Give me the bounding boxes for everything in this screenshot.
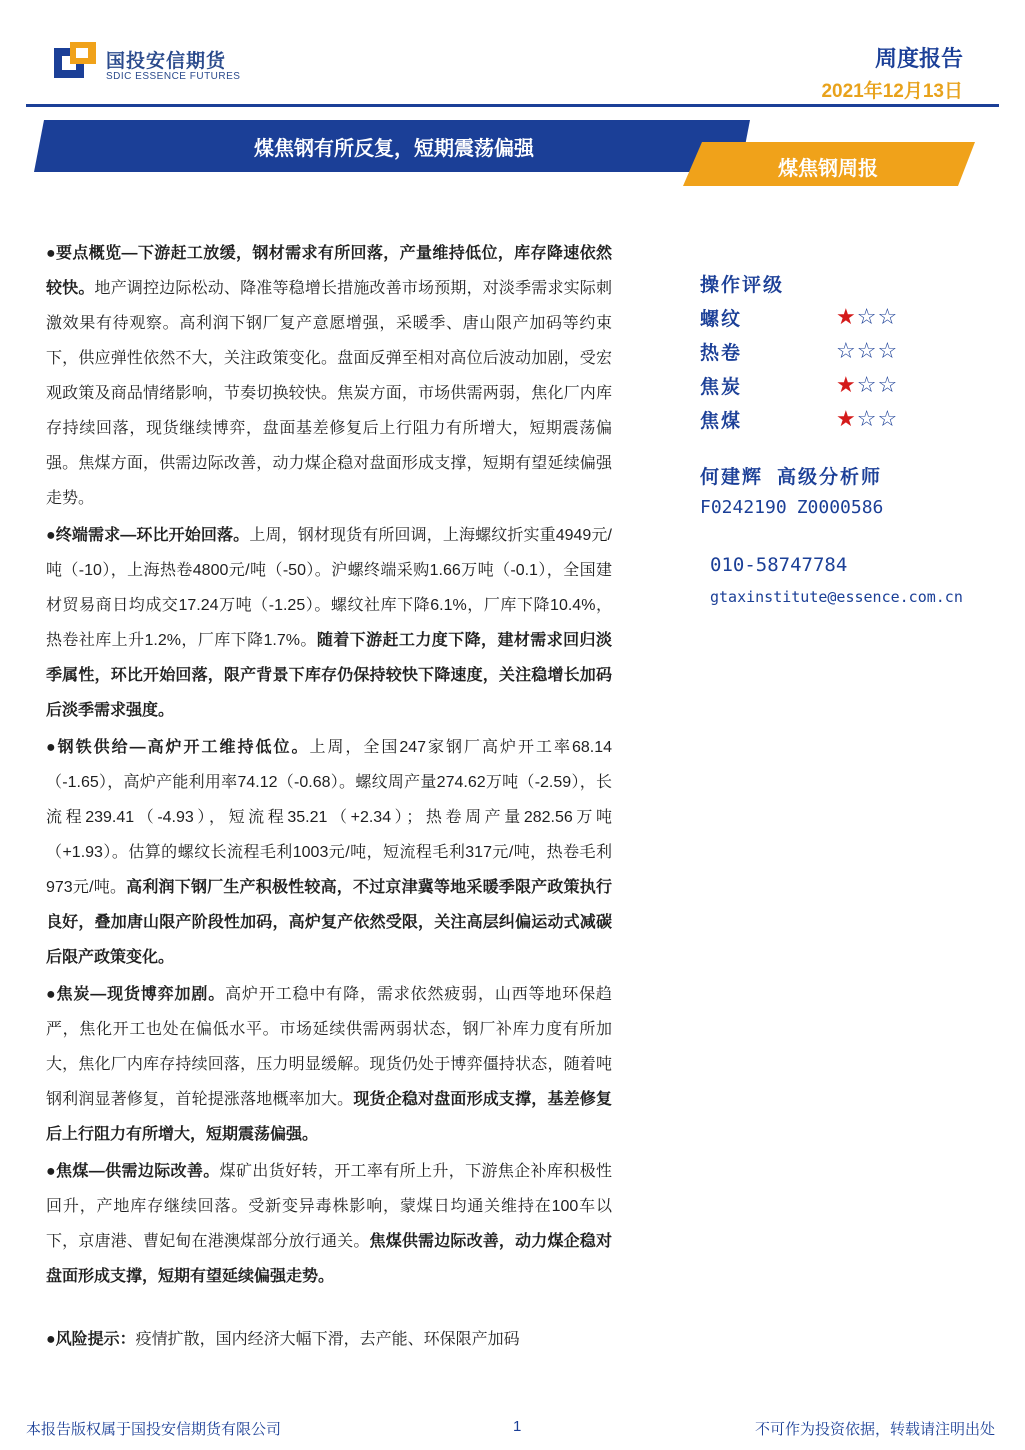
paragraph-body: 地产调控边际松动、降准等稳增长措施改善市场预期，对淡季需求实际刺激效果有待观察。高利润下钢厂复产意愿增强，采暖季、唐山限产加码等约束下，供应弹性依然不大，关注政策变化。盘面反弹至相对高位后波动加剧，受宏观政策及商品情绪影响，节奏切换较快。焦炭方面，市场供需两弱，焦化厂内库存持续回落，现货继续博弈，盘面基差修复后上行阻力有所增大，短期震荡偏强。焦煤方面，供需边际改善，动力煤企稳对盘面形成支撑，短期有望延续偏强走势。	[46, 280, 612, 507]
rating-name: 热卷	[700, 343, 743, 364]
banner-tag: 煤焦钢周报	[778, 158, 878, 180]
paragraph-risk	[46, 1322, 612, 1357]
report-type: 周度报告	[874, 46, 963, 71]
rating-row	[700, 304, 1020, 338]
paragraph-body: 上周，钢材现货有所回调，上海螺纹折实重4949元/吨（-10），上海热卷4800元/吨（-50）。沪螺终端采购1.66万吨（-0.1），全国建材贸易商日均成交17.24万吨（-1.25）。螺纹社库下降6.1%，厂库下降10.4%，热卷社库上升1.2%，厂库下降1.7%。	[46, 527, 612, 649]
star-empty-icon: ☆	[877, 372, 899, 397]
sidebar	[700, 270, 1020, 606]
paragraph-supply	[46, 730, 612, 975]
paragraph-tail: 高利润下钢厂生产积极性较高，不过京津冀等地采暖季限产政策执行良好，叠加唐山限产阶段性加码，高炉复产依然受限，关注高层纠偏运动式减碳后限产政策变化。	[46, 879, 612, 966]
paragraph-tail: 焦煤供需边际改善，动力煤企稳对盘面形成支撑，短期有望延续偏强走势。	[46, 1233, 612, 1285]
banner-title: 煤焦钢有所反复，短期震荡偏强	[254, 138, 534, 160]
rating-name: 螺纹	[700, 309, 743, 330]
paragraph-lead: ●终端需求—环比开始回落。	[46, 527, 250, 544]
rating-name: 焦炭	[700, 377, 743, 398]
analyst-certificates	[700, 497, 1020, 518]
logo-chinese-text: 国投安信期货	[106, 51, 227, 72]
page-number: 1	[513, 1418, 522, 1435]
rating-heading: 操作评级	[700, 275, 785, 296]
logo-mark-icon	[54, 42, 98, 84]
certificate-number: Z0000586	[796, 497, 884, 518]
star-empty-icon: ☆	[877, 406, 899, 431]
paragraph-lead: ●焦炭—现货博弈加剧。	[46, 986, 226, 1003]
star-empty-icon: ☆	[856, 304, 878, 329]
paragraph-lead: ●焦煤—供需边际改善。	[46, 1163, 220, 1180]
risk-body: 疫情扩散，国内经济大幅下滑，去产能、环保限产加码	[135, 1331, 520, 1348]
rating-name: 焦煤	[700, 411, 743, 432]
star-filled-icon: ★	[836, 304, 857, 329]
logo-english-text: SDIC ESSENCE FUTURES	[106, 71, 241, 82]
star-empty-icon: ☆	[856, 372, 878, 397]
rating-row	[700, 338, 1020, 372]
analyst	[700, 462, 1020, 489]
star-empty-icon: ☆	[836, 338, 857, 363]
paragraph-lead: ●钢铁供给—高炉开工维持低位。	[46, 739, 310, 756]
paragraph-coking-coal	[46, 1154, 612, 1294]
rating-row	[700, 372, 1020, 406]
star-rating-icon	[836, 338, 898, 364]
star-empty-icon: ☆	[877, 338, 899, 363]
star-filled-icon: ★	[836, 372, 857, 397]
report-date: 2021年12月13日	[821, 81, 963, 102]
paragraph-lead: ●要点概览—下游赶工放缓，钢材需求有所回落，产量维持低位，库存降速依然较快。	[46, 245, 612, 297]
risk-lead: ●风险提示：	[46, 1331, 136, 1348]
star-empty-icon: ☆	[856, 338, 878, 363]
paragraph-coke	[46, 977, 612, 1152]
star-empty-icon: ☆	[856, 406, 878, 431]
analyst-title: 高级分析师	[777, 467, 883, 488]
paragraph-body: 高炉开工稳中有降，需求依然疲弱，山西等地环保趋严，焦化开工也处在偏低水平。市场延续供需两弱状态，钢厂补库力度有所加大，焦化厂内库存持续回落，压力明显缓解。现货仍处于博弈僵持状态，随着吨钢利润显著修复，首轮提涨落地概率加大。	[46, 986, 612, 1108]
header-divider	[26, 104, 999, 107]
footer-disclaimer: 不可作为投资依据，转载请注明出处	[754, 1421, 995, 1438]
paragraph-body: 煤矿出货好转，开工率有所上升，下游焦企补库积极性回升，产地库存继续回落。受新变异毒株影响，蒙煤日均通关维持在100车以下，京唐港、曹妃甸在港澳煤部分放行通关。	[46, 1163, 612, 1250]
star-filled-icon: ★	[836, 406, 857, 431]
contact-email[interactable]: gtaxinstitute@essence.com.cn	[710, 588, 963, 606]
paragraph-tail: 随着下游赶工力度下降，建材需求回归淡季属性，环比开始回落，限产背景下库存仍保持较快下降速度，关注稳增长加码后淡季需求强度。	[46, 632, 612, 719]
paragraph-tail: 现货企稳对盘面形成支撑，基差修复后上行阻力有所增大，短期震荡偏强。	[46, 1091, 612, 1143]
footer-copyright: 本报告版权属于国投安信期货有限公司	[26, 1421, 282, 1438]
main-content	[46, 236, 612, 1359]
analyst-name: 何建辉	[700, 467, 764, 488]
star-empty-icon: ☆	[877, 304, 899, 329]
rating-row	[700, 406, 1020, 440]
certificate-number: F0242190	[700, 497, 787, 518]
paragraph-demand	[46, 518, 612, 728]
paragraph-overview	[46, 236, 612, 516]
contact-phone: 010-58747784	[710, 554, 848, 576]
paragraph-body: 上周，全国247家钢厂高炉开工率68.14（-1.65），高炉产能利用率74.12（-0.68）。螺纹周产量274.62万吨（-2.59），长流程239.41（-4.93），短流程35.21（+2.34）；热卷周产量282.56万吨（+1.93）。估算的螺纹长流程毛利1003元/吨，短流程毛利317元/吨，热卷毛利973元/吨。	[46, 739, 612, 896]
star-rating-icon	[836, 304, 898, 330]
company-logo	[54, 42, 241, 86]
star-rating-icon	[836, 372, 898, 398]
star-rating-icon	[836, 406, 898, 432]
